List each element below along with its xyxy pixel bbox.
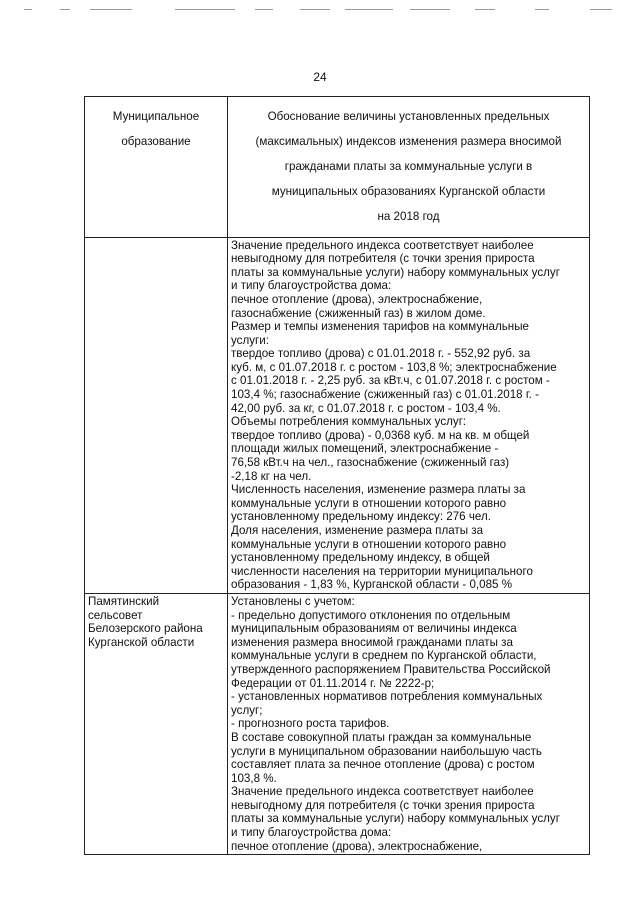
- text-line: установленному предельному индексу, в общей: [231, 551, 490, 565]
- text-line: коммунальные услуги в отношении которого равно: [231, 496, 507, 510]
- scan-artifact-top: [0, 0, 640, 14]
- text-line: коммунальные услуги в среднем по Курганской области,: [231, 649, 537, 663]
- municipality-cell: [85, 593, 228, 854]
- text-line: образования - 1,83 %, Курганской области - 0,085 %: [231, 578, 513, 592]
- text-line: Установлены с учетом:: [231, 594, 355, 608]
- text-line: невыгодному для потребителя (с точки зрения прироста: [231, 798, 535, 812]
- text-line: 76,58 кВт.ч на чел., газоснабжение (сжиженный газ): [231, 456, 510, 470]
- table-header-row: [85, 97, 590, 238]
- table-row: [85, 593, 590, 854]
- text-line: с 01.01.2018 г. - 2,25 руб. за кВт.ч, с 01.07.2018 г. с ростом -: [231, 374, 550, 388]
- municipality-cell: [85, 237, 228, 593]
- justification-cell: [228, 237, 590, 593]
- text-line: численности населения на территории муниципального: [231, 564, 533, 578]
- header-municipality: [85, 97, 228, 238]
- justification-table: [84, 96, 590, 855]
- text-line: услуги в муниципальном образовании наибольшую часть: [231, 744, 542, 758]
- text-line: платы за коммунальные услуги) набору коммунальных услуг: [231, 812, 560, 826]
- text-line: печное отопление (дрова), электроснабжение,: [231, 292, 483, 306]
- text-line: газоснабжение (сжиженный газ) в жилом доме.: [231, 306, 486, 320]
- text-line: 42,00 руб. за кг, с 01.07.2018 г. с ростом - 103,4 %.: [231, 401, 501, 415]
- text-line: на 2018 год: [377, 210, 440, 224]
- text-line: утвержденного распоряжением Правительства Российской: [231, 662, 551, 676]
- text-line: Объемы потребления коммунальных услуг:: [231, 415, 467, 429]
- text-line: площади жилых помещений, электроснабжение -: [231, 442, 499, 456]
- text-line: гражданами платы за коммунальные услуги в: [284, 159, 533, 173]
- text-line: муниципальных образованиях Курганской области: [271, 185, 546, 199]
- header-justification: [228, 97, 590, 238]
- text-line: муниципальным образованиям от величины индекса: [231, 622, 517, 636]
- text-line: сельсовет: [88, 608, 143, 622]
- text-line: печное отопление (дрова), электроснабжение,: [231, 839, 483, 853]
- text-line: (максимальных) индексов изменения размера вносимой: [255, 134, 562, 148]
- text-line: услуги:: [231, 333, 269, 347]
- text-line: Курганской области: [88, 635, 195, 649]
- text-line: Муниципальное: [112, 109, 200, 123]
- text-line: Обоснование величины установленных предельных: [267, 109, 550, 123]
- text-line: твердое топливо (дрова) - 0,0368 куб. м на кв. м общей: [231, 428, 530, 442]
- text-line: Доля населения, изменение размера платы за: [231, 524, 484, 537]
- text-line: услуг;: [231, 703, 263, 717]
- text-line: изменения размера вносимой гражданами платы за: [231, 635, 513, 649]
- page-number: 24: [313, 70, 327, 84]
- text-line: невыгодному для потребителя (с точки зрения прироста: [231, 252, 535, 266]
- text-line: куб. м, с 01.07.2018 г. с ростом - 103,8 %; электроснабжение: [231, 360, 557, 374]
- text-line: Численность населения, изменение размера платы за: [231, 483, 526, 497]
- text-line: и типу благоустройства дома:: [231, 279, 392, 293]
- text-line: твердое топливо (дрова) с 01.01.2018 г. - 552,92 руб. за: [231, 347, 531, 361]
- text-line: установленному предельному индексу: 276 чел.: [231, 510, 491, 524]
- text-line: Памятинский: [88, 594, 160, 608]
- text-line: 103,4 %; газоснабжение (сжиженный газ) с 01.01.2018 г. -: [231, 388, 539, 402]
- text-line: - прогнозного роста тарифов.: [231, 717, 390, 731]
- text-line: Федерации от 01.11.2014 г. № 2222-р;: [231, 676, 435, 690]
- text-line: - установленных нормативов потребления коммунальных: [231, 690, 543, 704]
- text-line: 103,8 %.: [231, 771, 277, 785]
- justification-cell: [228, 593, 590, 854]
- text-line: образование: [121, 134, 191, 148]
- text-line: коммунальные услуги в отношении которого равно: [231, 537, 507, 551]
- text-line: Белозерского района: [88, 622, 203, 636]
- text-line: платы за коммунальные услуги) набору коммунальных услуг: [231, 265, 560, 279]
- text-line: Значение предельного индекса соответствует наиболее: [231, 238, 534, 252]
- text-line: Размер и темпы изменения тарифов на коммунальные: [231, 320, 529, 334]
- text-line: Значение предельного индекса соответствует наиболее: [231, 785, 534, 799]
- text-line: -2,18 кг на чел.: [231, 469, 312, 483]
- table-row: [85, 237, 590, 593]
- text-line: и типу благоустройства дома:: [231, 826, 392, 840]
- text-line: В составе совокупной платы граждан за коммунальные: [231, 730, 532, 744]
- text-line: - предельно допустимого отклонения по отдельным: [231, 608, 511, 622]
- text-line: составляет плата за печное отопление (дрова) с ростом: [231, 758, 535, 772]
